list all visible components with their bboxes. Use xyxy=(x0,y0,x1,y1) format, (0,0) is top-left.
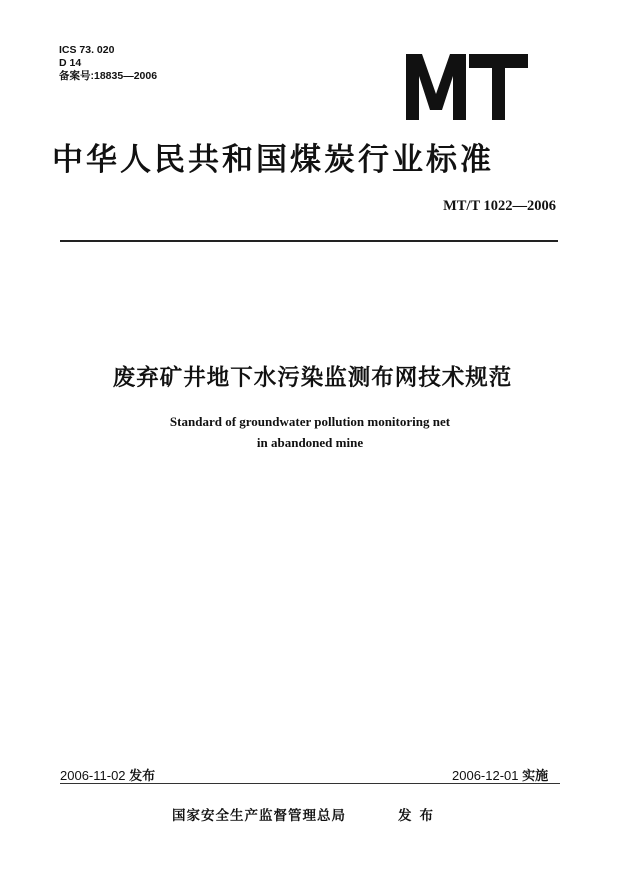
effective-date-value: 2006-12-01 xyxy=(452,768,519,783)
filing-number: 备案号:18835—2006 xyxy=(59,70,158,82)
publisher-action: 发布 xyxy=(398,808,441,824)
publisher-name: 国家安全生产监督管理总局 xyxy=(172,808,346,824)
footer-divider xyxy=(60,783,560,784)
effective-date xyxy=(452,765,548,784)
mt-logo xyxy=(406,54,528,120)
title-en-line1: Standard of groundwater pollution monitoring net xyxy=(169,414,451,429)
title-en-line2: in abandoned mine xyxy=(256,435,364,450)
ccs-code: D 14 xyxy=(59,57,82,69)
effective-label: 实施 xyxy=(522,768,549,783)
classification-block xyxy=(59,44,157,83)
standard-code: MT/T 1022—2006 xyxy=(443,198,556,214)
issue-label: 发布 xyxy=(129,768,156,783)
ics-code: ICS 73. 020 xyxy=(59,44,115,56)
document-title-zh: 废弃矿井地下水污染监测布网技术规范 xyxy=(112,365,513,391)
document-title-en xyxy=(100,411,520,453)
standard-type-title: 中华人民共和国煤炭行业标准 xyxy=(52,142,494,178)
issue-date xyxy=(60,765,155,784)
header-divider xyxy=(60,240,558,242)
issue-date-value: 2006-11-02 xyxy=(60,768,126,783)
